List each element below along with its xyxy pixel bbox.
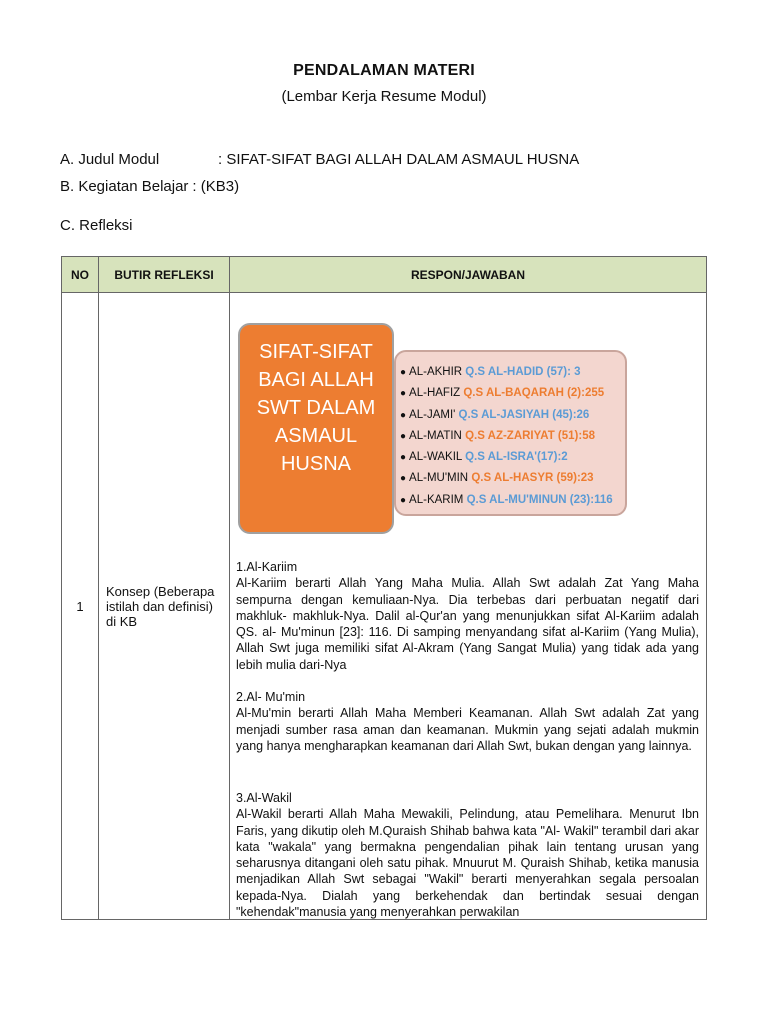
bullet-icon: ● (400, 367, 407, 378)
diagram-list-item (400, 447, 625, 468)
section-al-wakil (236, 790, 699, 919)
meta-b-value: : (KB3) (192, 178, 240, 195)
section-body: Al-Kariim berarti Allah Yang Maha Mulia. Allah Swt adalah Zat Yang Maha sempurna dengan kemuliaan-Nya. Dia terbebas dari perbuatan negatif dari makhluk- makhluk-Nya. Dalil al-Qur'an yang menunjukkan sifat Al-Kariim adalah QS. al- Mu'minun [23]: 116. Di samping menyandang sifat al-Kariim (Yang Mulia), Allah Swt juga memiliki sifat Al-Akram (Yang Sangat Mulia) yang tidak ada yang lebih mulia dari-Nya (236, 576, 699, 672)
section-al-kariim (236, 559, 699, 673)
quran-reference: Q.S AL-BAQARAH (2):255 (463, 387, 605, 400)
asmaul-name: AL-HAFIZ (409, 387, 464, 400)
row-respon (230, 293, 707, 920)
bullet-icon: ● (400, 494, 407, 506)
refleksi-table (61, 256, 707, 920)
meta-refleksi: C. Refleksi (60, 217, 133, 234)
table-header-row (62, 257, 707, 293)
section-heading: 2.Al- Mu'min (236, 690, 306, 704)
bullet-icon: ● (400, 430, 407, 442)
asmaul-name: AL-MATIN (409, 429, 466, 442)
header-butir-refleksi: BUTIR REFLEKSI (99, 257, 230, 293)
header-no: NO (62, 257, 99, 293)
meta-a-label: A. Judul Modul (60, 151, 160, 168)
quran-reference: Q.S AL-JASIYAH (45):26 (458, 408, 590, 421)
meta-judul-modul (60, 151, 579, 168)
section-heading: 1.Al-Kariim (236, 560, 298, 574)
diagram-main-box: SIFAT-SIFAT BAGI ALLAH SWT DALAM ASMAUL HUSNA (238, 323, 394, 534)
section-al-mumin (236, 689, 699, 754)
diagram-list-item (400, 383, 625, 404)
meta-b-label: B. Kegiatan Belajar (60, 178, 189, 195)
asmaul-name: AL-KARIM (409, 493, 467, 506)
meta-kegiatan-belajar (60, 178, 239, 195)
section-heading: 3.Al-Wakil (236, 791, 292, 805)
diagram-list-item (400, 490, 625, 511)
asmaul-name: AL-AKHIR (409, 366, 466, 378)
quran-reference: Q.S AL-HADID (57): 3 (465, 366, 581, 378)
section-body: Al-Wakil berarti Allah Maha Mewakili, Pelindung, atau Pemelihara. Menurut Ibn Faris, yang dikutip oleh M.Quraish Shihab bahwa kata "Al- Wakil" terambil dari akar kata "wakala" yang bermakna pengendalian pihak lain tentang urusan yang seharusnya ditangani oleh satu pihak. Mnuurut M. Quraish Shihab, ketika manusia menjadikan Allah Swt sebagai "Wakil" berarti menyerahkan segala persoalan kepada-Nya. Dialah yang berkehendak dan bertindak sesuai dengan "kehendak"manusia yang menyerahkan perwakilan (236, 807, 699, 919)
diagram-list-box (394, 350, 627, 516)
diagram-list (400, 362, 625, 511)
quran-reference: Q.S AL-MU'MINUN (23):116 (466, 493, 613, 506)
quran-reference: Q.S AZ-ZARIYAT (51):58 (465, 429, 595, 442)
asmaul-name: AL-WAKIL (409, 451, 466, 464)
page-title: PENDALAMAN MATERI (293, 62, 475, 79)
table-row (62, 293, 707, 920)
asmaul-name: AL-JAMI' (409, 408, 459, 421)
bullet-icon: ● (400, 388, 407, 400)
diagram-list-item (400, 426, 625, 447)
diagram-list-item (400, 405, 625, 426)
quran-reference: Q.S AL-HASYR (59):23 (471, 472, 594, 485)
bullet-icon: ● (400, 452, 407, 464)
meta-a-value: : SIFAT-SIFAT BAGI ALLAH DALAM ASMAUL HUSNA (218, 151, 580, 168)
asmaul-name: AL-MU'MIN (409, 472, 472, 485)
page-subtitle: (Lembar Kerja Resume Modul) (281, 88, 487, 105)
quran-reference: Q.S AL-ISRA'(17):2 (465, 451, 568, 464)
bullet-icon: ● (400, 473, 407, 485)
bullet-icon: ● (400, 409, 407, 421)
section-body: Al-Mu'min berarti Allah Maha Memberi Keamanan. Allah Swt adalah Zat yang menjadi sumber rasa aman dan keamanan. Mukmin yang sejati adalah mukmin yang hanya mengharapkan keamanan dari Allah Swt, bukan dengan yang lainnya. (236, 706, 699, 753)
row-number: 1 (62, 293, 99, 920)
diagram-list-item (400, 468, 625, 489)
diagram-list-item (400, 362, 625, 383)
row-butir: Konsep (Beberapa istilah dan definisi) di KB (99, 293, 230, 920)
header-respon-jawaban: RESPON/JAWABAN (230, 257, 707, 293)
